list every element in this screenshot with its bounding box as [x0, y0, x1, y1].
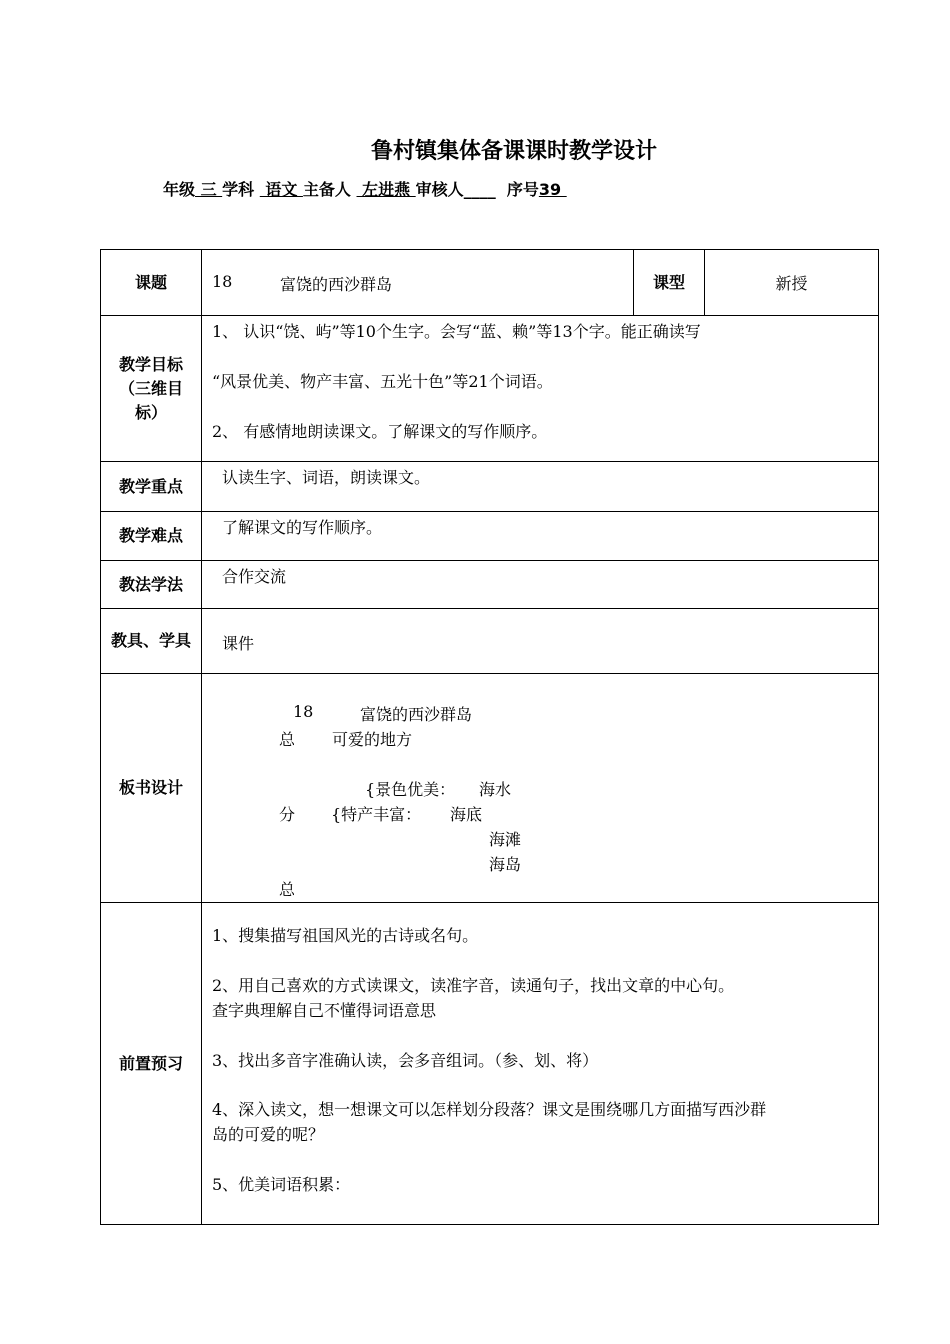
methods-label: 教法学法	[101, 561, 202, 609]
subject-label: 学科	[222, 180, 255, 199]
preview-cell	[202, 903, 879, 1225]
lesson-plan-table	[100, 249, 879, 1225]
tools-text: 课件	[222, 634, 255, 653]
board-title: 富饶的西沙群岛	[360, 705, 473, 724]
topic-number: 18	[212, 272, 233, 291]
difficulties-cell	[202, 512, 879, 561]
board-products: {特产丰富：	[331, 805, 422, 824]
board-cell	[202, 674, 879, 903]
goal-line-2: “风景优美、物产丰富、五光十色”等21个词语。	[212, 372, 553, 391]
preview-item-2: 2、用自己喜欢的方式读课文，读准字音，读通句子，找出文章的中心句。	[212, 976, 735, 995]
key-points-label: 教学重点	[101, 462, 202, 512]
lesson-type-value: 新授	[705, 250, 879, 316]
topic-label: 课题	[101, 250, 202, 316]
grade-label: 年级	[163, 180, 196, 199]
tools-label-text: 教具、学具	[110, 631, 191, 650]
board-scenery: {景色优美：	[365, 780, 456, 799]
difficulties-text: 了解课文的写作顺序。	[222, 518, 383, 537]
subject-value: 语文	[259, 180, 303, 199]
preview-item-4: 4、深入读文，想一想课文可以怎样划分段落？课文是围绕哪几方面描写西沙群	[212, 1100, 767, 1119]
grade-value: 三	[195, 180, 223, 199]
topic-title: 富饶的西沙群岛	[280, 275, 393, 294]
board-beach: 海滩	[489, 830, 522, 849]
board-seawater: 海水	[479, 780, 512, 799]
board-row	[101, 674, 879, 903]
preparer-value: 左进燕	[356, 180, 416, 199]
preview-item-4-cont: 岛的可爱的呢？	[212, 1125, 325, 1144]
goals-label-text: 教学目标（三维目标）	[118, 354, 183, 422]
lesson-type-label: 课型	[634, 250, 705, 316]
methods-row	[101, 561, 879, 609]
tools-cell	[202, 609, 879, 674]
preview-item-5: 5、优美词语积累：	[212, 1175, 351, 1194]
reviewer-blank: ____	[463, 180, 496, 199]
serial-value: 39	[538, 180, 567, 199]
goal-line-1: 1、 认识“饶、屿”等10个生字。会写“蓝、赖”等13个字。能正确读写	[212, 322, 701, 341]
board-island: 海岛	[489, 855, 522, 874]
board-lovely-place: 可爱的地方	[332, 730, 413, 749]
key-points-cell	[202, 462, 879, 512]
difficulties-row	[101, 512, 879, 561]
board-title-number: 18	[293, 702, 314, 721]
preview-row	[101, 903, 879, 1225]
board-seabed: 海底	[450, 805, 483, 824]
serial-label: 序号	[506, 180, 539, 199]
document-meta	[163, 177, 567, 200]
page-title: 鲁村镇集体备课课时教学设计	[370, 139, 657, 164]
topic-cell	[202, 250, 634, 316]
topic-row	[101, 250, 879, 316]
preview-item-2-cont: 查字典理解自己不懂得词语意思	[212, 1001, 437, 1020]
goal-line-3: 2、 有感情地朗读课文。了解课文的写作顺序。	[212, 422, 548, 441]
reviewer-label: 审核人	[415, 180, 464, 199]
board-label: 板书设计	[101, 674, 202, 903]
tools-row	[101, 609, 879, 674]
goals-cell	[202, 316, 879, 462]
key-points-row	[101, 462, 879, 512]
preview-item-3: 3、找出多音字准确认读，会多音组词。（参、划、将）	[212, 1051, 599, 1070]
goals-row	[101, 316, 879, 462]
methods-cell	[202, 561, 879, 609]
preview-item-1: 1、搜集描写祖国风光的古诗或名句。	[212, 926, 479, 945]
difficulties-label: 教学难点	[101, 512, 202, 561]
board-fen: 分	[279, 805, 296, 824]
tools-label	[101, 609, 202, 674]
preparer-label: 主备人	[302, 180, 351, 199]
goals-label	[101, 316, 202, 462]
board-zong-1: 总	[279, 730, 296, 749]
preview-label: 前置预习	[101, 903, 202, 1225]
key-points-text: 认读生字、词语，朗读课文。	[222, 468, 431, 487]
methods-text: 合作交流	[222, 567, 287, 586]
board-zong-2: 总	[279, 880, 296, 899]
